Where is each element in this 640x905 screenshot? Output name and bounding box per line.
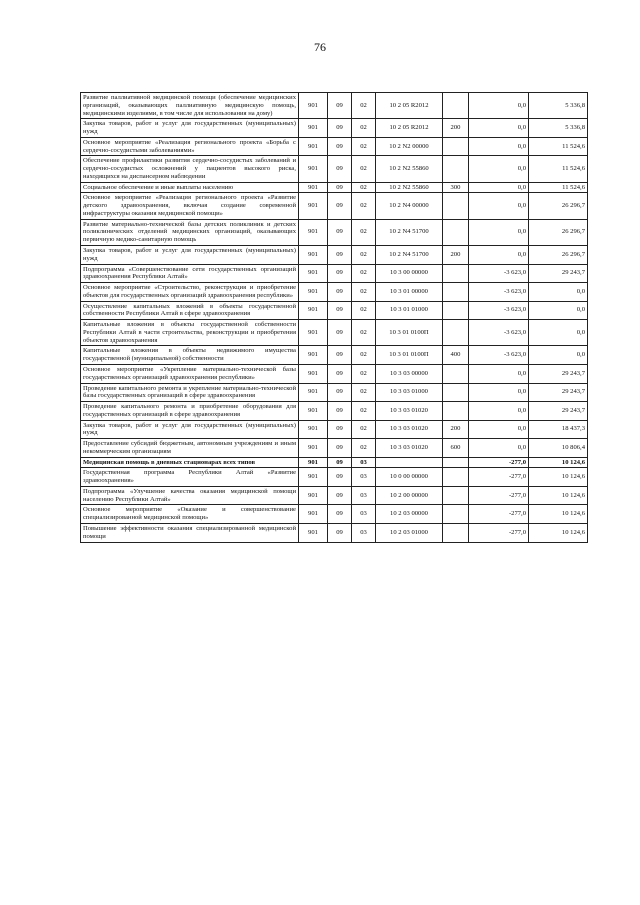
row-total-amount: 26 296,7 [529, 246, 588, 265]
row-expense-type [443, 457, 469, 468]
row-description: Повышение эффективности оказания специализированной медицинской помощи [81, 523, 299, 542]
table-row [81, 457, 588, 468]
row-expense-type [443, 193, 469, 219]
row-target-article: 10 2 05 R2012 [376, 119, 443, 138]
table-row [81, 486, 588, 505]
row-subsection-code: 02 [352, 439, 376, 458]
row-section-code: 09 [328, 264, 352, 283]
row-description: Предоставление субсидий бюджетным, автономным учреждениям и иным некоммерческим организациям [81, 439, 299, 458]
row-description: Осуществление капитальных вложений в объекты государственной собственности Республики Алтай в сфере здравоохранения [81, 301, 299, 320]
row-subsection-code: 02 [352, 119, 376, 138]
row-expense-type [443, 523, 469, 542]
row-expense-type [443, 364, 469, 383]
row-description: Закупка товаров, работ и услуг для государственных (муниципальных) нужд [81, 420, 299, 439]
row-change-amount: 0,0 [469, 182, 529, 193]
row-change-amount: 0,0 [469, 420, 529, 439]
row-total-amount: 26 296,7 [529, 193, 588, 219]
row-change-amount: 0,0 [469, 402, 529, 421]
row-grbs-code: 901 [299, 402, 328, 421]
row-target-article: 10 2 N4 51700 [376, 219, 443, 245]
table-row [81, 182, 588, 193]
table-row [81, 137, 588, 156]
row-target-article: 10 3 03 01020 [376, 402, 443, 421]
row-change-amount: 0,0 [469, 137, 529, 156]
row-grbs-code: 901 [299, 468, 328, 487]
table-row [81, 193, 588, 219]
row-grbs-code: 901 [299, 523, 328, 542]
row-subsection-code: 03 [352, 523, 376, 542]
row-total-amount: 29 243,7 [529, 264, 588, 283]
row-section-code: 09 [328, 346, 352, 365]
row-subsection-code: 02 [352, 346, 376, 365]
row-subsection-code: 02 [352, 283, 376, 302]
row-expense-type [443, 219, 469, 245]
row-expense-type: 200 [443, 119, 469, 138]
row-grbs-code: 901 [299, 137, 328, 156]
row-section-code: 09 [328, 93, 352, 119]
row-subsection-code: 02 [352, 364, 376, 383]
row-expense-type [443, 301, 469, 320]
row-change-amount: -3 623,0 [469, 301, 529, 320]
row-expense-type [443, 93, 469, 119]
row-change-amount: 0,0 [469, 93, 529, 119]
row-subsection-code: 02 [352, 193, 376, 219]
table-row [81, 320, 588, 346]
row-subsection-code: 02 [352, 137, 376, 156]
row-change-amount: -277,0 [469, 486, 529, 505]
row-target-article: 10 3 03 01020 [376, 439, 443, 458]
row-description: Социальное обеспечение и иные выплаты населению [81, 182, 299, 193]
row-expense-type [443, 505, 469, 524]
row-subsection-code: 02 [352, 402, 376, 421]
row-section-code: 09 [328, 364, 352, 383]
page-number: 76 [314, 40, 326, 54]
row-description: Основное мероприятие «Реализация регионального проекта «Борьба с сердечно-сосудистыми заболеваниями» [81, 137, 299, 156]
row-change-amount: 0,0 [469, 439, 529, 458]
row-grbs-code: 901 [299, 182, 328, 193]
row-expense-type: 400 [443, 346, 469, 365]
row-grbs-code: 901 [299, 383, 328, 402]
row-section-code: 09 [328, 320, 352, 346]
row-expense-type: 200 [443, 246, 469, 265]
row-target-article: 10 3 03 00000 [376, 364, 443, 383]
row-target-article: 10 2 N4 00000 [376, 193, 443, 219]
row-section-code: 09 [328, 439, 352, 458]
row-expense-type [443, 402, 469, 421]
row-description: Капитальные вложения в объекты государственной собственности Республики Алтай в части строительства, реконструкции и приобретения объектов здравоохранения [81, 320, 299, 346]
row-expense-type: 600 [443, 439, 469, 458]
row-grbs-code: 901 [299, 320, 328, 346]
row-subsection-code: 03 [352, 505, 376, 524]
row-description: Основное мероприятие «Реализация регионального проекта «Развитие детского здравоохранения, включая создание современной инфраструктуры оказания медицинской помощи» [81, 193, 299, 219]
row-section-code: 09 [328, 468, 352, 487]
row-description: Государственная программа Республики Алтай «Развитие здравоохранения» [81, 468, 299, 487]
table-row [81, 264, 588, 283]
row-target-article: 10 2 00 00000 [376, 486, 443, 505]
row-change-amount: -277,0 [469, 505, 529, 524]
row-target-article: 10 3 03 01000 [376, 383, 443, 402]
row-section-code: 09 [328, 119, 352, 138]
table-row [81, 383, 588, 402]
budget-table-body [81, 93, 588, 543]
row-change-amount: 0,0 [469, 246, 529, 265]
row-target-article: 10 2 N2 55860 [376, 182, 443, 193]
row-total-amount: 29 243,7 [529, 402, 588, 421]
row-description: Подпрограмма «Улучшение качества оказания медицинской помощи населению Республики Алтай» [81, 486, 299, 505]
row-total-amount: 11 524,6 [529, 156, 588, 182]
row-section-code: 09 [328, 486, 352, 505]
row-description: Развитие паллиативной медицинской помощи (обеспечение медицинских организаций, оказывающих паллиативную медицинскую помощь, медицинскими изделиями, в том числе для использования на дому) [81, 93, 299, 119]
row-total-amount: 5 336,8 [529, 119, 588, 138]
row-total-amount: 0,0 [529, 283, 588, 302]
table-row [81, 156, 588, 182]
row-change-amount: -3 623,0 [469, 283, 529, 302]
row-section-code: 09 [328, 246, 352, 265]
table-row [81, 346, 588, 365]
row-change-amount: 0,0 [469, 383, 529, 402]
row-description: Проведение капитального ремонта и приобретение оборудования для государственных организаций в сфере здравоохранения [81, 402, 299, 421]
row-subsection-code: 02 [352, 219, 376, 245]
row-section-code: 09 [328, 219, 352, 245]
row-section-code: 09 [328, 402, 352, 421]
row-target-article: 10 3 01 0100П [376, 320, 443, 346]
row-total-amount: 10 124,6 [529, 486, 588, 505]
row-change-amount: -277,0 [469, 523, 529, 542]
row-target-article: 10 2 N4 51700 [376, 246, 443, 265]
row-total-amount: 10 124,6 [529, 457, 588, 468]
row-total-amount: 10 124,6 [529, 468, 588, 487]
row-total-amount: 29 243,7 [529, 364, 588, 383]
row-target-article: 10 2 N2 00000 [376, 137, 443, 156]
row-description: Проведение капитального ремонта и укрепление материально-технической базы государственных организаций в сфере здравоохранения [81, 383, 299, 402]
table-row [81, 439, 588, 458]
row-target-article: 10 3 01 0100П [376, 346, 443, 365]
row-change-amount: 0,0 [469, 364, 529, 383]
row-grbs-code: 901 [299, 193, 328, 219]
table-row [81, 523, 588, 542]
table-row [81, 402, 588, 421]
row-section-code: 09 [328, 283, 352, 302]
table-row [81, 301, 588, 320]
row-grbs-code: 901 [299, 364, 328, 383]
row-expense-type [443, 468, 469, 487]
row-grbs-code: 901 [299, 439, 328, 458]
row-subsection-code: 02 [352, 182, 376, 193]
table-row [81, 93, 588, 119]
row-expense-type [443, 383, 469, 402]
row-total-amount: 10 806,4 [529, 439, 588, 458]
row-description: Закупка товаров, работ и услуг для государственных (муниципальных) нужд [81, 119, 299, 138]
row-description: Подпрограмма «Совершенствование сети государственных организаций здравоохранения Республики Алтай» [81, 264, 299, 283]
row-total-amount: 0,0 [529, 346, 588, 365]
table-row [81, 246, 588, 265]
table-row [81, 364, 588, 383]
row-description: Развитие материально-технической базы детских поликлиник и детских поликлинических отделений медицинских организаций, оказывающих первичную медико-санитарную помощь [81, 219, 299, 245]
row-description: Основное мероприятие «Оказание и совершенствование специализированной медицинской помощи» [81, 505, 299, 524]
row-description: Капитальные вложения в объекты недвижимого имущества государственной (муниципальной) собственности [81, 346, 299, 365]
row-change-amount: -3 623,0 [469, 264, 529, 283]
table-row [81, 420, 588, 439]
row-description: Основное мероприятие «Строительство, реконструкция и приобретение объектов для государственных организаций здравоохранения республики» [81, 283, 299, 302]
row-section-code: 09 [328, 457, 352, 468]
table-row [81, 219, 588, 245]
row-target-article: 10 0 00 00000 [376, 468, 443, 487]
row-change-amount: 0,0 [469, 119, 529, 138]
row-total-amount: 11 524,6 [529, 137, 588, 156]
row-grbs-code: 901 [299, 264, 328, 283]
row-section-code: 09 [328, 301, 352, 320]
row-grbs-code: 901 [299, 420, 328, 439]
row-subsection-code: 02 [352, 264, 376, 283]
row-total-amount: 0,0 [529, 301, 588, 320]
row-total-amount: 10 124,6 [529, 505, 588, 524]
row-target-article: 10 2 03 00000 [376, 505, 443, 524]
row-description: Закупка товаров, работ и услуг для государственных (муниципальных) нужд [81, 246, 299, 265]
row-grbs-code: 901 [299, 93, 328, 119]
row-total-amount: 5 336,8 [529, 93, 588, 119]
row-section-code: 09 [328, 137, 352, 156]
row-total-amount: 0,0 [529, 320, 588, 346]
row-total-amount: 11 524,6 [529, 182, 588, 193]
row-section-code: 09 [328, 193, 352, 219]
row-change-amount: 0,0 [469, 219, 529, 245]
row-subsection-code: 02 [352, 156, 376, 182]
row-subsection-code: 03 [352, 468, 376, 487]
row-grbs-code: 901 [299, 156, 328, 182]
row-subsection-code: 02 [352, 301, 376, 320]
row-section-code: 09 [328, 523, 352, 542]
row-change-amount: -277,0 [469, 468, 529, 487]
table-row [81, 468, 588, 487]
row-expense-type: 200 [443, 420, 469, 439]
row-target-article: 10 2 05 R2012 [376, 93, 443, 119]
row-section-code: 09 [328, 420, 352, 439]
row-total-amount: 29 243,7 [529, 383, 588, 402]
row-description: Обеспечение профилактики развития сердечно-сосудистых заболеваний и сердечно-сосудистых осложнений у пациентов высокого риска, находящихся на диспансерном наблюдении [81, 156, 299, 182]
row-section-code: 09 [328, 182, 352, 193]
row-target-article: 10 3 03 01020 [376, 420, 443, 439]
row-change-amount: 0,0 [469, 156, 529, 182]
row-change-amount: -277,0 [469, 457, 529, 468]
row-description: Медицинская помощь в дневных стационарах всех типов [81, 457, 299, 468]
row-target-article: 10 3 00 00000 [376, 264, 443, 283]
table-row [81, 505, 588, 524]
row-target-article [376, 457, 443, 468]
row-subsection-code: 02 [352, 420, 376, 439]
row-change-amount: -3 623,0 [469, 320, 529, 346]
row-grbs-code: 901 [299, 283, 328, 302]
row-section-code: 09 [328, 383, 352, 402]
row-section-code: 09 [328, 505, 352, 524]
row-subsection-code: 02 [352, 93, 376, 119]
row-grbs-code: 901 [299, 486, 328, 505]
table-row [81, 283, 588, 302]
row-section-code: 09 [328, 156, 352, 182]
row-total-amount: 10 124,6 [529, 523, 588, 542]
row-grbs-code: 901 [299, 246, 328, 265]
row-expense-type [443, 264, 469, 283]
row-target-article: 10 3 01 01000 [376, 301, 443, 320]
row-expense-type [443, 156, 469, 182]
row-subsection-code: 03 [352, 486, 376, 505]
budget-table [80, 92, 588, 543]
row-change-amount: 0,0 [469, 193, 529, 219]
row-total-amount: 18 437,3 [529, 420, 588, 439]
row-target-article: 10 2 03 01000 [376, 523, 443, 542]
table-row [81, 119, 588, 138]
row-grbs-code: 901 [299, 219, 328, 245]
row-grbs-code: 901 [299, 119, 328, 138]
row-expense-type [443, 320, 469, 346]
row-subsection-code: 02 [352, 246, 376, 265]
row-target-article: 10 2 N2 55860 [376, 156, 443, 182]
row-change-amount: -3 623,0 [469, 346, 529, 365]
row-expense-type [443, 137, 469, 156]
row-subsection-code: 02 [352, 320, 376, 346]
row-target-article: 10 3 01 00000 [376, 283, 443, 302]
row-description: Основное мероприятие «Укрепление материально-технической базы государственных организаций здравоохранения республики» [81, 364, 299, 383]
row-subsection-code: 03 [352, 457, 376, 468]
row-grbs-code: 901 [299, 457, 328, 468]
row-grbs-code: 901 [299, 505, 328, 524]
row-grbs-code: 901 [299, 346, 328, 365]
row-grbs-code: 901 [299, 301, 328, 320]
row-expense-type [443, 486, 469, 505]
row-subsection-code: 02 [352, 383, 376, 402]
row-expense-type [443, 283, 469, 302]
row-expense-type: 300 [443, 182, 469, 193]
row-total-amount: 26 296,7 [529, 219, 588, 245]
